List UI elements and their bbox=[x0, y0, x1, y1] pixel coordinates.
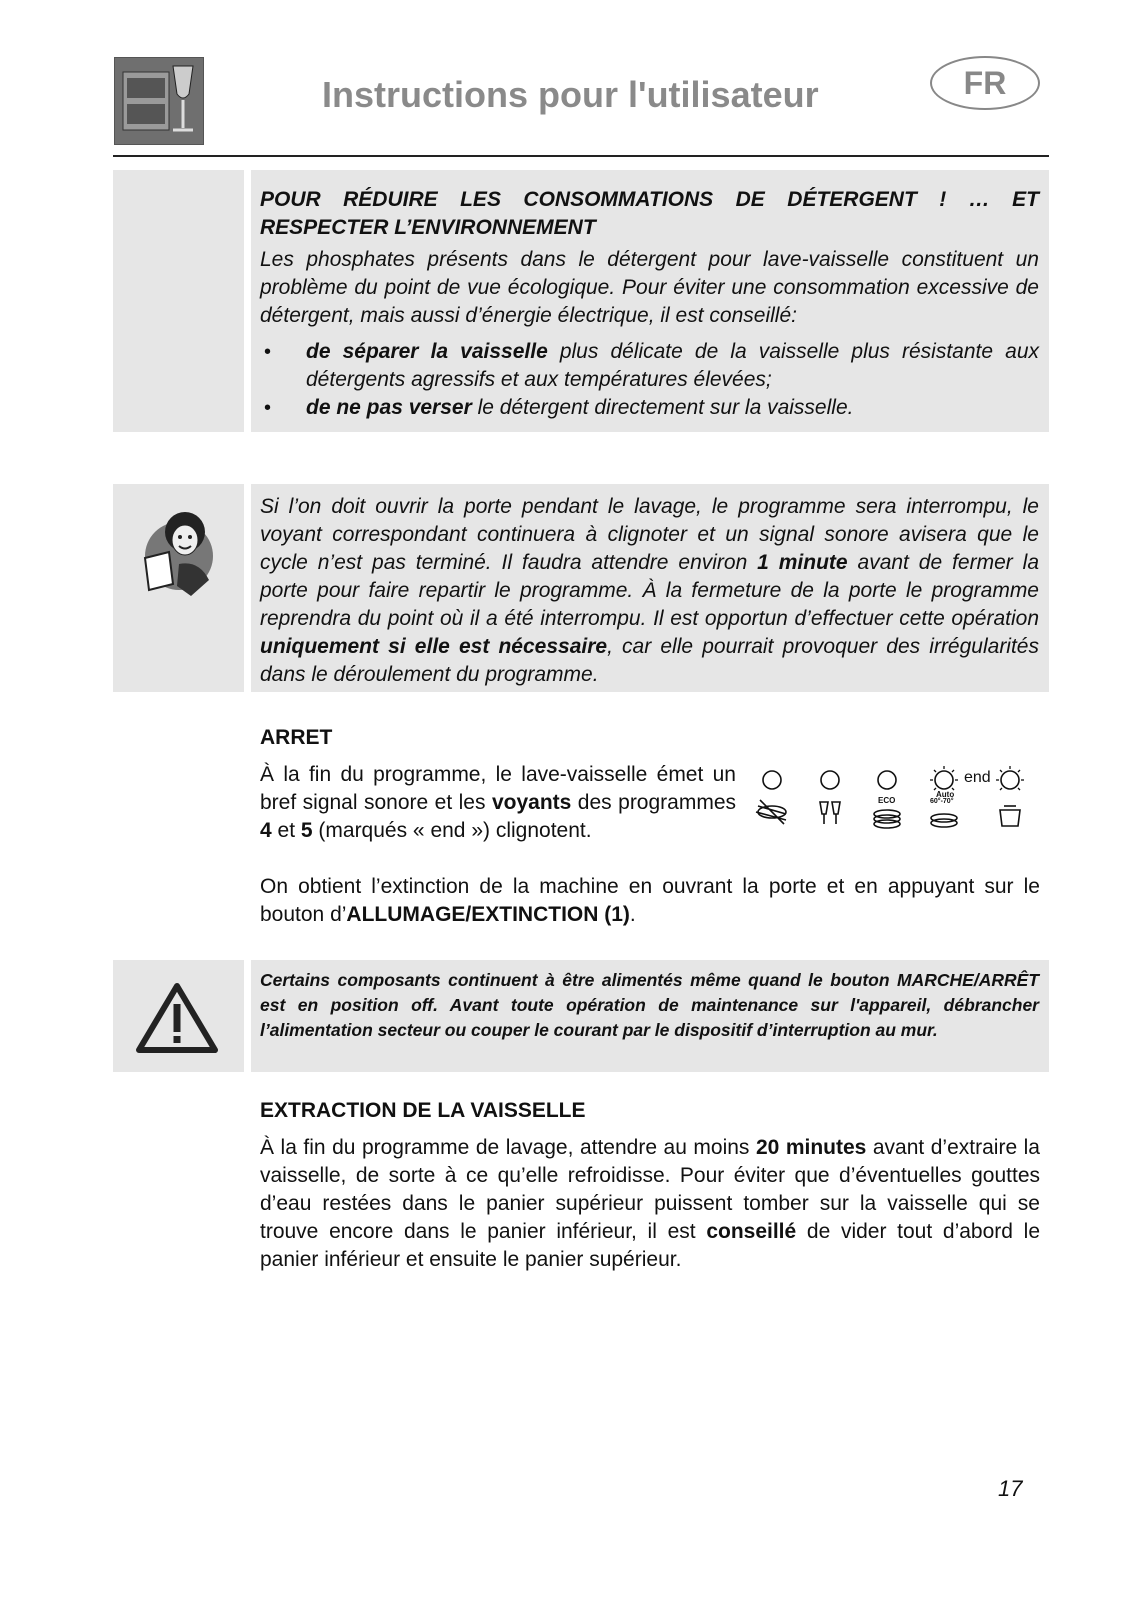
person-reading-manual-icon bbox=[139, 504, 219, 605]
program-indicators bbox=[752, 766, 1032, 858]
indicator-light-3 bbox=[878, 771, 896, 789]
door-side-panel bbox=[113, 484, 244, 692]
door-panel bbox=[251, 484, 1049, 692]
warning-triangle-icon bbox=[135, 982, 219, 1059]
arret-heading: ARRET bbox=[260, 726, 333, 749]
header-divider bbox=[113, 155, 1049, 157]
arret-text-1: À la fin du programme, le lave-vaisselle émet un bref signal sonore et les voyants des programmes 4 et 5 (marqués « end ») clignotent. bbox=[260, 763, 737, 842]
door-text: Si l’on doit ouvrir la porte pendant le lavage, le programme sera interrompu, le voyant correspondant continuera à clignoter et un signal sonore avisera que le cycle n’est pas terminé. Il faudra attendre environ 1 minute avant de fermer la porte pour faire repartir le programme. À la fermeture de la porte le programme reprendra du point où il a été interrompu. Il est opportun d’effectuer cette opération uniquement si elle est nécessaire, car elle pourrait provoquer des irrégularités dans le déroulement du programme. bbox=[260, 495, 1039, 686]
detergent-intro: Les phosphates présents dans le détergent pour lave-vaisselle constituent un problème du point de vue écologique. Pour éviter une consommation excessive de détergent, mais aussi d’énergie électrique, il est conseillé: bbox=[260, 248, 1039, 327]
extraction-text: À la fin du programme de lavage, attendre au moins 20 minutes avant d’extraire la vaisselle, de sorte à ce qu’elle refroidisse. Pour éviter que d’éventuelles gouttes d’eau restées dans le panier supérieur puissent tomber sur la vaisselle qui se trouve encore dans le panier inférieur, il est conseillé de vider tout d’abord le panier inférieur et ensuite le panier supérieur. bbox=[260, 1136, 1040, 1271]
indicator-light-1 bbox=[763, 771, 781, 789]
detergent-panel bbox=[251, 170, 1049, 432]
detergent-bullet-1: • de séparer la vaisselle plus délicate de la vaisselle plus résistante aux détergents agressifs et aux températures élevées; bbox=[260, 338, 1039, 394]
indicator-light-4-blinking bbox=[935, 771, 953, 789]
extraction-heading: EXTRACTION DE LA VAISSELLE bbox=[260, 1099, 586, 1122]
indicator-light-5-blinking bbox=[1001, 771, 1019, 789]
language-badge: FR bbox=[930, 56, 1040, 110]
arret-text-2: On obtient l’extinction de la machine en ouvrant la porte et en appuyant sur le bouton d’ALLUMAGE/EXTINCTION (1). bbox=[260, 875, 1040, 926]
auto-plates-icon bbox=[931, 814, 957, 827]
detergent-side-panel bbox=[113, 170, 244, 432]
detergent-title: POUR RÉDUIRE LES CONSOMMATIONS DE DÉTERGENT ! … ET RESPECTER L’ENVIRONNEMENT bbox=[260, 188, 1039, 239]
eco-label: ECO bbox=[878, 796, 896, 805]
auto-label: Auto bbox=[936, 790, 955, 799]
page-title: Instructions pour l'utilisateur bbox=[322, 74, 819, 115]
indicator-light-2 bbox=[821, 771, 839, 789]
glasses-icon bbox=[820, 802, 840, 824]
warning-text: Certains composants continuent à être alimentés même quand le bouton MARCHE/ARRÊT est en position off. Avant toute opération de maintenance sur l'appareil, débrancher l’alimentation secteur ou couper le courant par le dispositif d’interruption au mur. bbox=[260, 970, 1039, 1040]
warning-panel bbox=[251, 960, 1049, 1072]
pots-icon bbox=[756, 800, 786, 824]
warning-side-panel bbox=[113, 960, 244, 1072]
auto-temp-label: 60°-70° bbox=[930, 798, 954, 805]
rinse-pot-icon bbox=[1000, 806, 1020, 826]
eco-plates-icon bbox=[874, 810, 900, 828]
end-label: end bbox=[964, 769, 991, 786]
detergent-bullet-2: • de ne pas verser le détergent directement sur la vaisselle. bbox=[260, 394, 1039, 422]
page-number: 17 bbox=[998, 1476, 1023, 1501]
dishwasher-glass-logo-icon bbox=[114, 57, 204, 145]
